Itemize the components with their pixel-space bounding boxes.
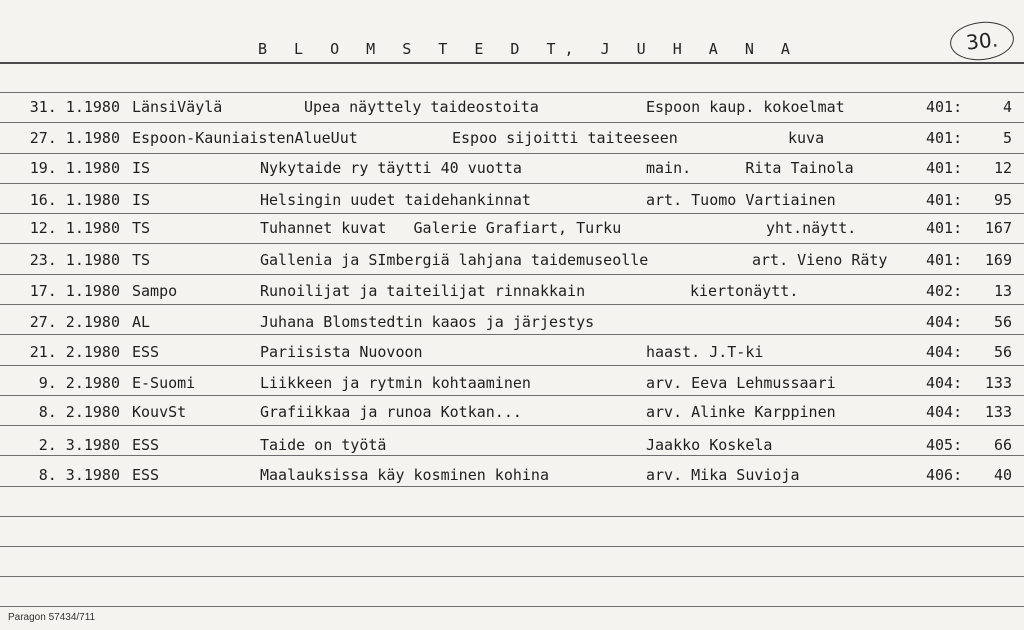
entry-source: LänsiVäylä [132, 98, 223, 116]
entry-page: 4 [1002, 98, 1012, 116]
card-title: B L O M S T E D T, J U H A N A [258, 40, 799, 58]
entry-volume: 401: [926, 129, 963, 147]
entry-page: 56 [993, 313, 1012, 331]
entry-row [0, 129, 1024, 159]
entry-title: Nykytaide ry täytti 40 vuotta [260, 159, 522, 177]
entry-title: Pariisista Nuovoon [260, 343, 423, 361]
entry-page: 95 [993, 191, 1012, 209]
entry-source: Espoon-KauniaistenAlueUut [132, 129, 358, 147]
entry-date: 9. 2.1980 [38, 374, 120, 392]
entry-title: Helsingin uudet taidehankinnat [260, 191, 531, 209]
entry-page: 13 [993, 282, 1012, 300]
entry-date: 19. 1.1980 [29, 159, 120, 177]
entry-page: 12 [993, 159, 1012, 177]
header-rule [0, 62, 1024, 64]
entry-title: Taide on työtä [260, 436, 387, 454]
entry-note: kuva [788, 129, 825, 147]
entry-note: yht.näytt. [766, 219, 857, 237]
entry-title: Upea näyttely taideostoita [304, 98, 539, 116]
entry-note: arv. Alinke Karppinen [646, 403, 836, 421]
entry-row [0, 466, 1024, 496]
ruled-line [0, 92, 1024, 93]
entry-title: Liikkeen ja rytmin kohtaaminen [260, 374, 531, 392]
entry-source: IS [132, 159, 151, 177]
entry-title: Grafiikkaa ja runoa Kotkan... [260, 403, 522, 421]
entry-page: 56 [993, 343, 1012, 361]
entry-title: Juhana Blomstedtin kaaos ja järjestys [260, 313, 595, 331]
entry-date: 8. 3.1980 [38, 466, 120, 484]
entry-volume: 401: [926, 191, 963, 209]
entry-row [0, 343, 1024, 373]
entry-note: kiertonäytt. [690, 282, 799, 300]
entry-note: arv. Eeva Lehmussaari [646, 374, 836, 392]
entry-source: AL [132, 313, 151, 331]
entry-title: Maalauksissa käy kosminen kohina [260, 466, 549, 484]
entry-volume: 406: [926, 466, 963, 484]
entry-date: 16. 1.1980 [29, 191, 120, 209]
entry-row [0, 191, 1024, 221]
entry-note: main. Rita Tainola [646, 159, 854, 177]
entry-row [0, 219, 1024, 249]
entry-volume: 401: [926, 219, 963, 237]
entry-page: 133 [984, 403, 1012, 421]
entry-note: art. Vieno Räty [752, 251, 888, 269]
entry-volume: 404: [926, 403, 963, 421]
entry-volume: 404: [926, 343, 963, 361]
entry-date: 23. 1.1980 [29, 251, 120, 269]
entry-page: 169 [984, 251, 1012, 269]
ruled-line [0, 606, 1024, 607]
entry-title: Runoilijat ja taiteilijat rinnakkain [260, 282, 586, 300]
ruled-line [0, 516, 1024, 517]
ruled-line [0, 576, 1024, 577]
entry-source: IS [132, 191, 151, 209]
entry-source: KouvSt [132, 403, 187, 421]
ruled-line [0, 546, 1024, 547]
entry-row [0, 436, 1024, 466]
entry-source: E-Suomi [132, 374, 196, 392]
entry-volume: 402: [926, 282, 963, 300]
entry-date: 12. 1.1980 [29, 219, 120, 237]
entry-source: Sampo [132, 282, 178, 300]
entry-note: haast. J.T-ki [646, 343, 764, 361]
entry-volume: 405: [926, 436, 963, 454]
entry-volume: 404: [926, 374, 963, 392]
entry-date: 8. 2.1980 [38, 403, 120, 421]
entry-volume: 401: [926, 159, 963, 177]
entry-date: 27. 1.1980 [29, 129, 120, 147]
entry-source: ESS [132, 343, 160, 361]
entry-page: 40 [993, 466, 1012, 484]
entry-row [0, 403, 1024, 433]
entry-page: 66 [993, 436, 1012, 454]
entry-note: art. Tuomo Vartiainen [646, 191, 836, 209]
entry-title: Gallenia ja SImbergiä lahjana taidemuseolle [260, 251, 649, 269]
entry-note: arv. Mika Suvioja [646, 466, 800, 484]
entry-row [0, 313, 1024, 343]
entry-note: Jaakko Koskela [646, 436, 773, 454]
entry-row [0, 282, 1024, 312]
entry-source: TS [132, 251, 151, 269]
entry-date: 2. 3.1980 [38, 436, 120, 454]
entry-row [0, 374, 1024, 404]
entry-title: Tuhannet kuvat Galerie Grafiart, Turku [260, 219, 622, 237]
entry-page: 133 [984, 374, 1012, 392]
entry-source: TS [132, 219, 151, 237]
entry-volume: 404: [926, 313, 963, 331]
entry-source: ESS [132, 466, 160, 484]
entry-date: 17. 1.1980 [29, 282, 120, 300]
print-mark: Paragon 57434/711 [8, 612, 96, 623]
entry-volume: 401: [926, 98, 963, 116]
entry-page: 167 [984, 219, 1012, 237]
entry-note: Espoon kaup. kokoelmat [646, 98, 845, 116]
entry-title: Espoo sijoitti taiteeseen [452, 129, 678, 147]
entry-row [0, 251, 1024, 281]
entry-date: 31. 1.1980 [29, 98, 120, 116]
entry-volume: 401: [926, 251, 963, 269]
entry-date: 27. 2.1980 [29, 313, 120, 331]
entry-date: 21. 2.1980 [29, 343, 120, 361]
entry-page: 5 [1002, 129, 1012, 147]
card-number-circle: 30. [948, 19, 1016, 63]
entry-row [0, 159, 1024, 189]
entry-row [0, 98, 1024, 128]
entry-source: ESS [132, 436, 160, 454]
